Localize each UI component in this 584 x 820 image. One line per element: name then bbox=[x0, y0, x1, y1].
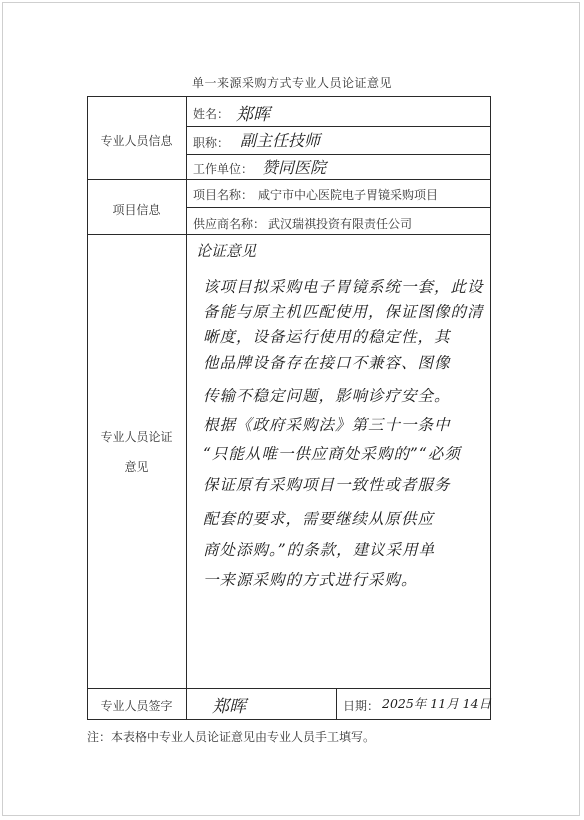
document-page bbox=[2, 2, 580, 816]
opinion-line: 保证原有采购项目一致性或者服务 bbox=[203, 476, 451, 494]
opinion-line: 一来源采购的方式进行采购。 bbox=[203, 571, 418, 589]
project-info-label: 项目信息 bbox=[112, 203, 161, 217]
date-label: 日期： bbox=[343, 699, 380, 713]
signature-value: 郑晖 bbox=[212, 697, 246, 717]
expert-info-label: 专业人员信息 bbox=[100, 134, 173, 148]
opinion-label-line2: 意见 bbox=[124, 460, 149, 474]
date-value: 2025年 11月 14日 bbox=[382, 696, 492, 711]
divider-name-title bbox=[186, 126, 491, 127]
table-border-left bbox=[87, 96, 88, 720]
document-title: 单一来源采购方式专业人员论证意见 bbox=[191, 76, 392, 90]
unit-value: 赞同医院 bbox=[262, 158, 327, 177]
form-note: 注：本表格中专业人员论证意见由专业人员手工填写。 bbox=[87, 730, 376, 744]
divider-project-supplier bbox=[186, 207, 491, 208]
opinion-line: 根据《政府采购法》第三十一条中 bbox=[203, 416, 451, 434]
divider-signature-date bbox=[336, 688, 337, 720]
divider-title-unit bbox=[186, 154, 491, 155]
opinion-line: 他品牌设备存在接口不兼容、图像 bbox=[203, 354, 451, 372]
project-name-label: 项目名称： bbox=[193, 188, 254, 202]
opinion-line: 传输不稳定问题，影响诊疗安全。 bbox=[203, 387, 451, 405]
opinion-line: “只能从唯一供应商处采购的”“必须 bbox=[203, 445, 461, 463]
unit-label: 工作单位： bbox=[193, 162, 254, 176]
divider-project-opinion bbox=[87, 234, 491, 235]
opinion-line: 商处添购。”的条款，建议采用单 bbox=[203, 541, 436, 559]
table-border-right bbox=[490, 96, 491, 720]
divider-opinion-signature bbox=[87, 688, 491, 689]
table-column-divider bbox=[186, 96, 187, 720]
name-value: 郑晖 bbox=[236, 105, 270, 125]
opinion-line: 备能与原主机匹配使用，保证图像的清 bbox=[203, 303, 484, 321]
opinion-line: 配套的要求，需要继续从原供应 bbox=[203, 510, 435, 528]
opinion-line: 该项目拟采购电子胃镜系统一套，此设 bbox=[203, 278, 484, 296]
divider-expert-project bbox=[87, 179, 491, 180]
title-label: 职称： bbox=[193, 136, 230, 150]
table-border-bottom bbox=[87, 719, 491, 720]
table-border-top bbox=[87, 96, 491, 97]
opinion-heading: 论证意见 bbox=[196, 242, 257, 260]
opinion-label-line1: 专业人员论证 bbox=[100, 430, 173, 444]
name-label: 姓名： bbox=[193, 107, 230, 121]
supplier-label: 供应商名称： bbox=[193, 217, 266, 231]
opinion-line: 晰度，设备运行使用的稳定性，其 bbox=[203, 328, 451, 346]
supplier-value: 武汉瑞祺投资有限责任公司 bbox=[268, 217, 413, 231]
project-name-value: 咸宁市中心医院电子胃镜采购项目 bbox=[258, 188, 439, 202]
signature-label: 专业人员签字 bbox=[100, 699, 173, 713]
title-value: 副主任技师 bbox=[240, 131, 321, 150]
